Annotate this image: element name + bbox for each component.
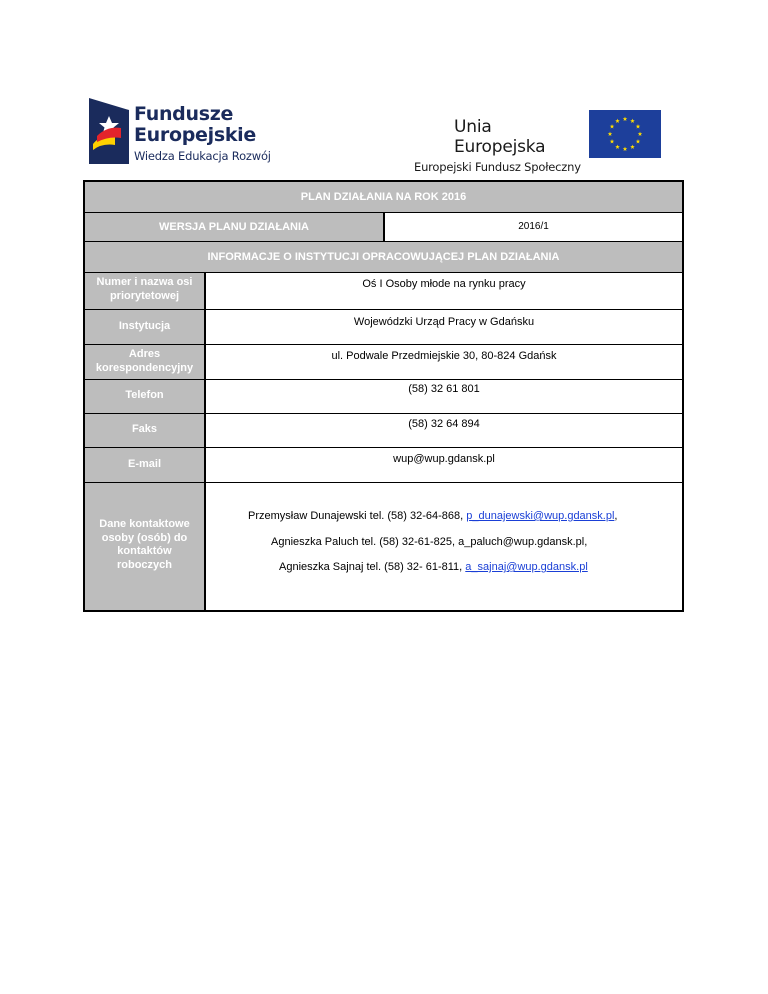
label-dane-kontaktowe-text: Dane kontaktowe osoby (osób) do kontaktów roboczych: [99, 518, 190, 571]
label-faks: [85, 423, 204, 437]
contact-sajnaj-text: Agnieszka Sajnaj tel. (58) 32- 61-811,: [279, 561, 466, 573]
fe-tagline: Wiedza Edukacja Rozwój: [134, 149, 271, 163]
ue-title: Unia Europejska: [454, 117, 546, 157]
contact-paluch-text: Agnieszka Paluch tel. (58) 32-61-825, a_paluch@wup.gdansk.pl,: [271, 536, 588, 548]
value-telefon: [206, 383, 682, 395]
unia-europejska-logo-text: [414, 117, 581, 174]
contact-dunajewski: [248, 510, 617, 522]
version-label-cell: [85, 213, 385, 242]
fundusze-europejskie-text: [134, 104, 271, 163]
row-divider: [85, 482, 682, 483]
value-instytucja: [206, 316, 682, 328]
plan-title-row: [85, 182, 682, 213]
label-instytucja: [85, 320, 204, 334]
value-telefon-text: (58) 32 61 801: [408, 383, 480, 395]
contact-sajnaj-email-link[interactable]: a_sajnaj@wup.gdansk.pl: [465, 561, 588, 573]
value-email: [206, 453, 682, 465]
contact-dunajewski-text: Przemysław Dunajewski tel. (58) 32-64-868,: [248, 510, 467, 522]
label-telefon: [85, 389, 204, 403]
plan-title: PLAN DZIAŁANIA NA ROK 2016: [300, 191, 467, 203]
section-title: INFORMACJE O INSTYTUCJI OPRACOWUJĄCEJ PLAN DZIAŁANIA: [207, 251, 560, 263]
contact-paluch: [271, 536, 587, 548]
label-adres: [85, 348, 204, 375]
contact-dunajewski-email-link[interactable]: p_dunajewski@wup.gdansk.pl: [466, 510, 615, 522]
row-divider: [85, 447, 682, 448]
version-value: 2016/1: [518, 221, 549, 232]
eu-flag-icon: [589, 110, 661, 158]
section-header-row: [85, 242, 682, 273]
plan-table: [83, 180, 684, 612]
row-divider: [85, 344, 682, 345]
fundusze-europejskie-logo: [89, 98, 269, 164]
fundusze-europejskie-emblem-icon: [89, 98, 129, 164]
value-numer-osi-text: Oś I Osoby młode na rynku pracy: [362, 278, 526, 290]
label-email-text: E-mail: [127, 458, 161, 470]
value-email-text: wup@wup.gdansk.pl: [393, 453, 495, 465]
value-adres: [206, 350, 682, 362]
version-label: WERSJA PLANU DZIAŁANIA: [159, 221, 309, 233]
label-email: [85, 458, 204, 472]
contact-sajnaj: [279, 561, 588, 573]
fe-name-line1: Fundusze: [134, 103, 234, 125]
label-instytucja-text: Instytucja: [118, 320, 171, 332]
row-divider: [85, 379, 682, 380]
fe-name-line2: Europejskie: [134, 124, 256, 146]
contact-dunajewski-suffix: ,: [614, 510, 618, 522]
version-value-cell: [385, 213, 682, 242]
ue-subtitle: Europejski Fundusz Społeczny: [414, 160, 581, 174]
label-faks-text: Faks: [131, 423, 158, 435]
label-adres-text: Adres korespondencyjny: [95, 348, 194, 374]
value-faks: [206, 418, 682, 430]
label-numer-osi-text: Numer i nazwa osi priorytetowej: [96, 276, 193, 302]
row-divider: [85, 413, 682, 414]
label-dane-kontaktowe: [93, 518, 196, 572]
label-telefon-text: Telefon: [125, 389, 164, 401]
value-faks-text: (58) 32 64 894: [408, 418, 480, 430]
row-divider: [85, 309, 682, 310]
label-numer-osi: [85, 276, 204, 303]
value-adres-text: ul. Podwale Przedmiejskie 30, 80-824 Gdańsk: [331, 350, 557, 362]
value-instytucja-text: Wojewódzki Urząd Pracy w Gdańsku: [353, 316, 535, 328]
value-numer-osi: [206, 278, 682, 290]
